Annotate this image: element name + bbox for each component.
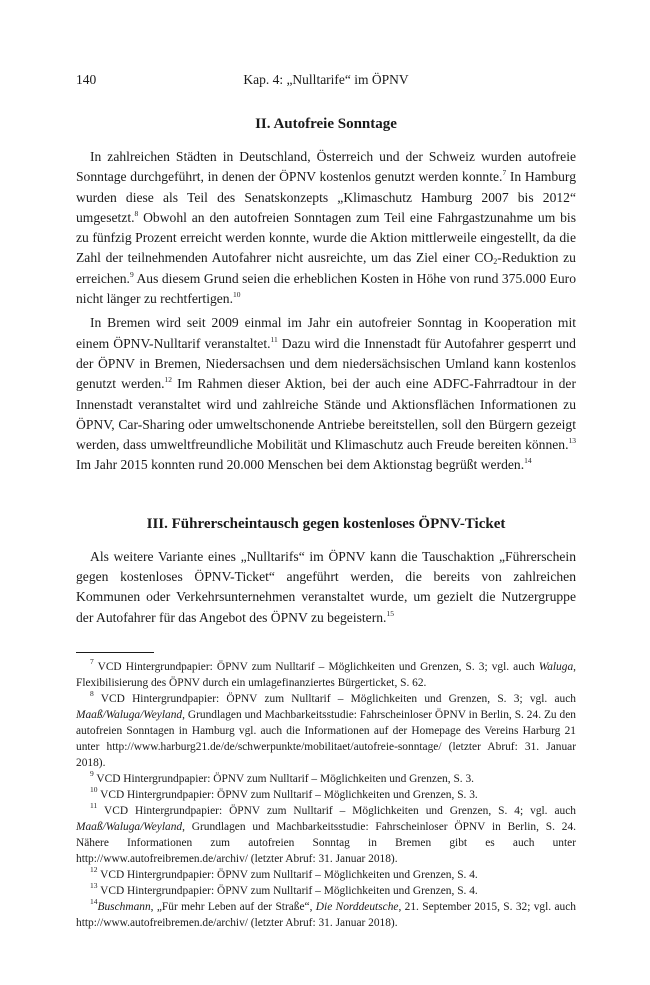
footnote-14: $^{14}$Buschmann, „Für mehr Leben auf der Straße“, Die Norddeutsche, 21. September 2015, S. 32; vgl. auch http://www.autofreibremen.de/archiv/ (letzter Abruf: 31. Januar 2018). xyxy=(76,896,576,929)
footnote-divider xyxy=(76,652,154,653)
footnote-ref[interactable]: 10 xyxy=(233,290,241,300)
page-number: 140 xyxy=(76,72,97,87)
subscript: 2 xyxy=(493,257,498,267)
footnote-11: $^{11}$ VCD Hintergrundpapier: ÖPNV zum Nulltarif – Möglichkeiten und Grenzen, S. 4; vgl. auch Maaß/Waluga/Weyland, Grundlagen und Machbarkeitsstudie: Fahrscheinloser ÖPNV in Berlin, S. 24. Nähere Informationen zum autofreien Sonntag in Bremen gibt es auch unter http://www.autofreibremen.de/archiv/ (letzter Abruf: 31. Januar 2018). xyxy=(76,800,576,865)
footnote-12: $^{12}$ VCD Hintergrundpapier: ÖPNV zum Nulltarif – Möglichkeiten und Grenzen, S. 4. xyxy=(90,864,478,881)
footnote-10: $^{10}$ VCD Hintergrundpapier: ÖPNV zum Nulltarif – Möglichkeiten und Grenzen, S. 3. xyxy=(90,784,478,801)
paragraph: In zahlreichen Städten in Deutschland, Österreich und der Schweiz wurden autofreie Sonntage durchgeführt, in denen der ÖPNV kostenlos genutzt werden konnte.$^7$ In Hamburg wurden diese als Teil des Senatskonzepts „Klimaschutz Hamburg 2007 bis 2012“ umgesetzt.$^8$ Obwohl an den autofreien Sonntagen zum Teil eine Fahrgastzunahme um bis zu fünfzig Prozent erreicht werden konnte, wurde die Aktion mittlerweile eingestellt, da die Zahl der teilnehmenden Autofahrer nicht ausreichte, um das Ziel einer $CO_2$-Reduktion zu erreichen.$^9$ Aus diesem Grund seien die erheblichen Kosten in Höhe von rund 375.000 Euro nicht länger zu rechtfertigen.$^{10}$ xyxy=(76,149,577,307)
section-heading-fuehrerscheintausch: III. Führerscheintausch gegen kostenloses ÖPNV-Ticket xyxy=(146,515,506,532)
footnote-ref[interactable]: 15 xyxy=(386,608,394,618)
footnote-9: $^9$ VCD Hintergrundpapier: ÖPNV zum Nulltarif – Möglichkeiten und Grenzen, S. 3. xyxy=(90,768,475,785)
footnote-ref[interactable]: 13 xyxy=(568,436,576,446)
footnote-13: $^{13}$ VCD Hintergrundpapier: ÖPNV zum Nulltarif – Möglichkeiten und Grenzen, S. 4. xyxy=(90,880,478,897)
book-page xyxy=(76,60,576,931)
paragraph: In Bremen wird seit 2009 einmal im Jahr ein autofreier Sonntag in Kooperation mit einem ÖPNV-Nulltarif veranstaltet.$^{11}$ Dazu wird die Innenstadt für Autofahrer gesperrt und der ÖPNV in Bremen, Niedersachsen und dem niedersächsischen Umland kann kostenlos genutzt werden.$^{12}$ Im Rahmen dieser Aktion, bei der auch eine ADFC-Fahrradtour in der Innenstadt veranstaltet wird und zahlreiche Stände und Aktionsflächen Informationen zu ÖPNV, Car-Sharing oder umweltschonende Antriebe bereitstellen, soll den Bürgern gezeigt werden, dass umweltfreundliche Mobilität und Klimaschutz auch Freude bereiten können.$^{13}$ Im Jahr 2015 konnten rund 20.000 Menschen bei dem Aktionstag begrüßt werden.$^{14}$ xyxy=(76,315,576,473)
footnote-ref[interactable]: 8 xyxy=(134,208,139,218)
footnote-ref[interactable]: 11 xyxy=(270,334,278,344)
footnote-ref[interactable]: 9 xyxy=(129,269,134,279)
section-heading-autofreie-sonntage: II. Autofreie Sonntage xyxy=(255,116,397,132)
footnotes xyxy=(76,656,576,931)
footnote-ref[interactable]: 12 xyxy=(164,375,173,385)
footnote-7: $^7$ VCD Hintergrundpapier: ÖPNV zum Nulltarif – Möglichkeiten und Grenzen, S. 3; vgl. auch Waluga, Flexibilisierung des ÖPNV durch ein umlagefinanziertes Bürgerticket, S. 62. xyxy=(76,656,576,689)
footnote-8: $^8$ VCD Hintergrundpapier: ÖPNV zum Nulltarif – Möglichkeiten und Grenzen, S. 3; vgl. auch Maaß/Waluga/Weyland, Grundlagen und Machbarkeitsstudie: Fahrscheinloser ÖPNV in Berlin, S. 24. Zu den autofreien Sonntagen in Hamburg vgl. auch die Informationen auf der Homepage des Vereins Harburg 21 unter http://www.harburg21.de/de/schwerpunkte/mobilitaet/autofreie-sonntage/ (letzter Abruf: 31. Januar 2018). xyxy=(76,688,576,769)
page-header xyxy=(76,60,576,87)
footnote-ref[interactable]: 7 xyxy=(502,168,507,178)
footnote-ref[interactable]: 14 xyxy=(524,456,532,466)
running-title: Kap. 4: „Nulltarife“ im ÖPNV xyxy=(243,72,409,87)
paragraph: Als weitere Variante eines „Nulltarifs“ im ÖPNV kann die Tauschaktion „Führerschein gegen kostenloses ÖPNV-Ticket“ angeführt werden, die bereits von zahlreichen Kommunen oder Verkehrsunternehmen veranstaltet wurde, um gezielt die Nutzergruppe der Autofahrer für das Angebot des ÖPNV zu begeistern.$^{15}$ xyxy=(76,548,576,625)
